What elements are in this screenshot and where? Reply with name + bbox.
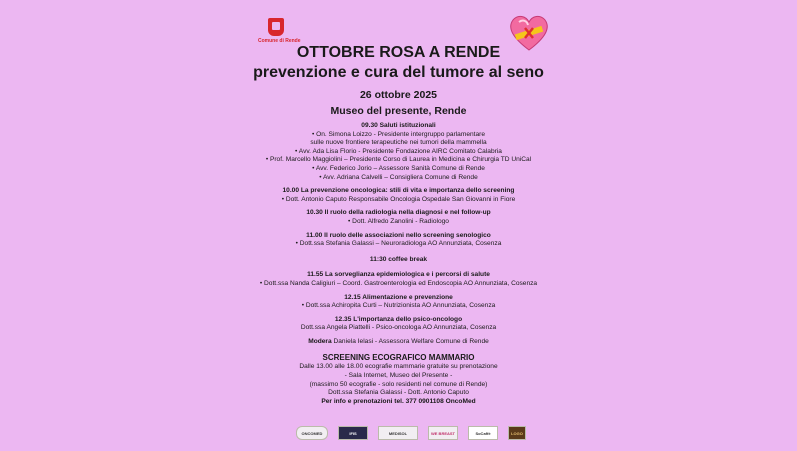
moderator-label: Modera	[308, 337, 332, 345]
sponsor-logos	[296, 425, 526, 441]
sponsor-logo: WE BREAST	[428, 426, 458, 440]
session-line: • Avv. Adriana Calvelli – Consigliera Comune di Rende	[319, 173, 478, 181]
event-place: Museo del presente, Rende	[330, 105, 467, 117]
session-line: • Dott.ssa Achiropita Curti – Nutrizionista AO Annunziata, Cosenza	[301, 302, 496, 310]
event-date: 26 ottobre 2025	[359, 89, 438, 101]
program	[200, 122, 597, 406]
moderator-name: Daniela Ielasi - Assessora Welfare Comune di Rende	[331, 337, 489, 345]
screening-line: - Sala Internet, Museo del Presente -	[344, 372, 453, 380]
session-line: • Prof. Marcello Maggiolini – Presidente Corso di Laurea in Medicina e Chirurgia TD UniCal	[265, 156, 532, 164]
screening-title: SCREENING ECOGRAFICO MAMMARIO	[322, 353, 475, 363]
screening-line: (massimo 50 ecografie - solo residenti nel comune di Rende)	[309, 380, 488, 388]
session-line: • Dott. Antonio Caputo Responsabile Oncologia Ospedale San Giovanni in Fiore	[281, 195, 516, 203]
session-line: • Dott.ssa Nanda Caligiuri – Coord. Gastroenterologia ed Endoscopia AO Annunziata, Cosenza	[259, 279, 538, 287]
session-line: sulle nuove frontiere terapeutiche nei tumori della mammella	[310, 139, 487, 147]
logo-name: Comune di Rende	[258, 38, 301, 44]
comune-logo	[258, 18, 301, 44]
session-line: • On. Simona Loizzo - Presidente intergruppo parlamentare	[311, 130, 486, 138]
session-heading: 12.15 Alimentazione e prevenzione	[344, 293, 453, 301]
session-line: Dott.ssa Angela Piattelli - Psico-oncologa AO Annunziata, Cosenza	[300, 324, 497, 332]
sponsor-logo: LOGO	[508, 426, 526, 440]
sponsor-logo: ONCOMED	[296, 426, 328, 440]
session-heading: 11.00 Il ruolo delle associazioni nello screening senologico	[306, 231, 491, 239]
sponsor-logo: IFIS	[338, 426, 368, 440]
town-crest-icon	[268, 18, 284, 36]
session-heading: 09.30 Saluti istituzionali	[361, 122, 436, 129]
session-line: • Dott.ssa Stefania Galassi – Neuroradiologa AO Annunziata, Cosenza	[295, 240, 502, 248]
session-line: • Avv. Federico Jorio – Assessore Sanità Comune di Rende	[312, 164, 485, 172]
session-heading: 12.35 L'importanza dello psico-oncologo	[334, 315, 463, 323]
session-line: • Dott. Alfredo Zanolini - Radiologo	[348, 217, 449, 225]
screening-info: Per info e prenotazioni tel. 377 0901108 OncoMed	[321, 397, 476, 405]
event-title: OTTOBRE ROSA A RENDE	[296, 44, 501, 61]
session-heading: 10.30 Il ruolo della radiologia nella diagnosi e nel follow-up	[306, 209, 491, 217]
session-line: • Avv. Ada Lisa Florio - Presidente Fondazione AIRC Comitato Calabria	[295, 147, 502, 155]
screening-line: Dalle 13.00 alle 18.00 ecografie mammarie gratuite su prenotazione	[299, 363, 498, 371]
screening-line: Dott.ssa Stefania Galassi - Dott. Antonio Caputo	[328, 389, 469, 397]
session-heading: 10.00 La prevenzione oncologica: stili di vita e importanza dello screening	[282, 187, 515, 195]
moderator	[200, 338, 597, 347]
session-heading: 11.55 La sorveglianza epidemiologica e i percorsi di salute	[307, 271, 490, 279]
sponsor-logo: SoCaffè	[468, 426, 498, 440]
event-subtitle: prevenzione e cura del tumore al seno	[253, 64, 544, 81]
coffee-break: 11:30 coffee break	[369, 255, 428, 263]
sponsor-logo: MEDISOL	[378, 426, 418, 440]
